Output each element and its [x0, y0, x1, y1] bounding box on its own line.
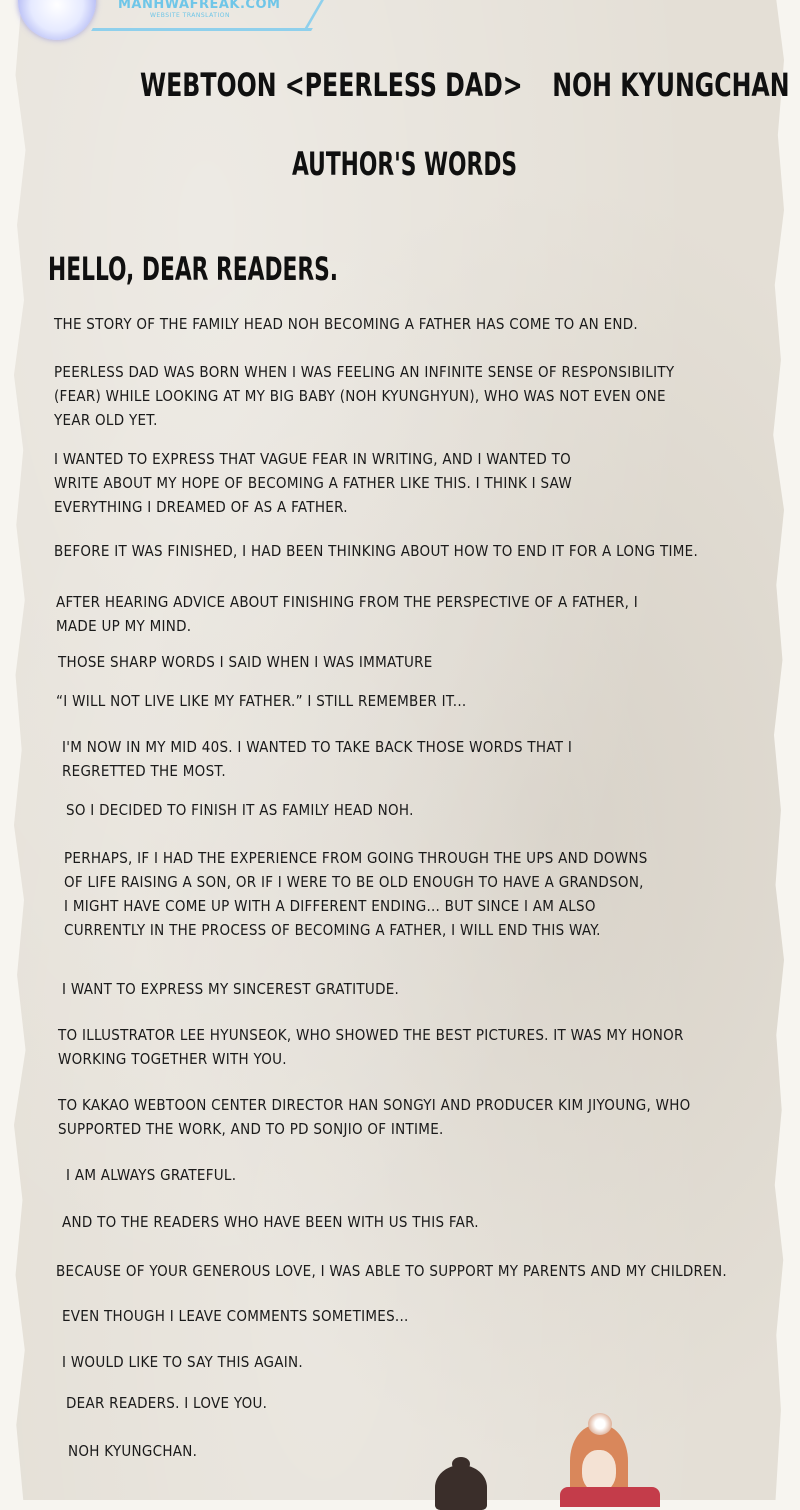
paragraph-line: OF LIFE RAISING A SON, OR IF I WERE TO BE OLD ENOUGH TO HAVE A GRANDSON,: [64, 873, 644, 891]
paragraph-line: BEFORE IT WAS FINISHED, I HAD BEEN THINKING ABOUT HOW TO END IT FOR A LONG TIME.: [54, 542, 699, 560]
character-left-head: [435, 1465, 487, 1510]
paragraph-line: YEAR OLD YET.: [54, 411, 158, 429]
greeting-heading: HELLO, DEAR READERS.: [48, 250, 339, 288]
paragraph-15: [62, 1210, 479, 1234]
watermark-tagline: WEBSITE TRANSLATION: [150, 12, 230, 19]
paragraph-line: I WANT TO EXPRESS MY SINCEREST GRATITUDE.: [62, 980, 400, 998]
paragraph-18: [62, 1350, 303, 1374]
character-right-face: [582, 1450, 616, 1492]
paragraph-line: I AM ALWAYS GRATEFUL.: [66, 1166, 237, 1184]
paragraph-7: [56, 689, 466, 713]
paragraph-line: PERHAPS, IF I HAD THE EXPERIENCE FROM GOING THROUGH THE UPS AND DOWNS: [64, 849, 648, 867]
logo-emblem-icon: [18, 0, 96, 40]
paragraph-19: [66, 1391, 267, 1415]
paragraph-line: WORKING TOGETHER WITH YOU.: [58, 1050, 287, 1068]
paragraph-line: SUPPORTED THE WORK, AND TO PD SONJIO OF INTIME.: [58, 1120, 444, 1138]
paragraph-line: I MIGHT HAVE COME UP WITH A DIFFERENT ENDING... BUT SINCE I AM ALSO: [64, 897, 596, 915]
paragraph-14: [66, 1163, 236, 1187]
author-signature: [68, 1439, 197, 1463]
character-right-robe: [560, 1487, 660, 1507]
bottom-illustration: [420, 1405, 680, 1500]
paragraph-2: [54, 360, 674, 432]
paragraph-line: “I WILL NOT LIVE LIKE MY FATHER.” I STILL REMEMBER IT...: [56, 692, 467, 710]
paragraph-5: [56, 590, 638, 638]
paragraph-11: [62, 977, 399, 1001]
paragraph-16: [56, 1259, 727, 1283]
paragraph-line: TO KAKAO WEBTOON CENTER DIRECTOR HAN SONGYI AND PRODUCER KIM JIYOUNG, WHO: [58, 1096, 691, 1114]
paragraph-line: I WANTED TO EXPRESS THAT VAGUE FEAR IN WRITING, AND I WANTED TO: [54, 450, 571, 468]
paragraph-8: [62, 735, 572, 783]
paragraph-line: AFTER HEARING ADVICE ABOUT FINISHING FROM THE PERSPECTIVE OF A FATHER, I: [56, 593, 639, 611]
title-author: NOH KYUNGCHAN: [552, 66, 790, 104]
paragraph-line: THE STORY OF THE FAMILY HEAD NOH BECOMING A FATHER HAS COME TO AN END.: [54, 315, 638, 333]
hair-ornament-icon: [588, 1413, 612, 1435]
paragraph-17: [62, 1304, 409, 1328]
paragraph-line: EVERYTHING I DREAMED OF AS A FATHER.: [54, 498, 348, 516]
paragraph-line: SO I DECIDED TO FINISH IT AS FAMILY HEAD NOH.: [66, 801, 414, 819]
paragraph-line: CURRENTLY IN THE PROCESS OF BECOMING A FATHER, I WILL END THIS WAY.: [64, 921, 601, 939]
paragraph-line: NOH KYUNGCHAN.: [68, 1442, 198, 1460]
paragraph-line: PEERLESS DAD WAS BORN WHEN I WAS FEELING AN INFINITE SENSE OF RESPONSIBILITY: [54, 363, 675, 381]
paragraph-line: BECAUSE OF YOUR GENEROUS LOVE, I WAS ABLE TO SUPPORT MY PARENTS AND MY CHILDREN.: [56, 1262, 727, 1280]
paragraph-4: [54, 539, 698, 563]
paragraph-line: WRITE ABOUT MY HOPE OF BECOMING A FATHER LIKE THIS. I THINK I SAW: [54, 474, 572, 492]
logo-underline-end: [303, 0, 324, 31]
paragraph-10: [64, 846, 648, 942]
paragraph-line: (FEAR) WHILE LOOKING AT MY BIG BABY (NOH KYUNGHYUN), WHO WAS NOT EVEN ONE: [54, 387, 666, 405]
page-subtitle: AUTHOR'S WORDS: [292, 145, 518, 183]
paragraph-line: TO ILLUSTRATOR LEE HYUNSEOK, WHO SHOWED THE BEST PICTURES. IT WAS MY HONOR: [58, 1026, 684, 1044]
paragraph-13: [58, 1093, 691, 1141]
paragraph-line: I'M NOW IN MY MID 40S. I WANTED TO TAKE BACK THOSE WORDS THAT I: [62, 738, 573, 756]
paragraph-1: [54, 312, 638, 336]
paragraph-line: AND TO THE READERS WHO HAVE BEEN WITH US THIS FAR.: [62, 1213, 479, 1231]
watermark-logo: [0, 0, 330, 45]
paragraph-line: THOSE SHARP WORDS I SAID WHEN I WAS IMMATURE: [58, 653, 433, 671]
paragraph-line: EVEN THOUGH I LEAVE COMMENTS SOMETIMES...: [62, 1307, 409, 1325]
paragraph-6: [58, 650, 433, 674]
page-title: [140, 66, 790, 104]
logo-underline: [91, 28, 313, 31]
paragraph-line: REGRETTED THE MOST.: [62, 762, 226, 780]
paragraph-line: DEAR READERS. I LOVE YOU.: [66, 1394, 268, 1412]
paragraph-line: I WOULD LIKE TO SAY THIS AGAIN.: [62, 1353, 303, 1371]
paragraph-line: MADE UP MY MIND.: [56, 617, 192, 635]
paragraph-9: [66, 798, 414, 822]
paragraph-12: [58, 1023, 684, 1071]
watermark-site: MANHWAFREAK.COM: [118, 0, 281, 12]
paragraph-3: [54, 447, 572, 519]
title-webtoon: WEBTOON <PEERLESS DAD>: [140, 66, 523, 104]
